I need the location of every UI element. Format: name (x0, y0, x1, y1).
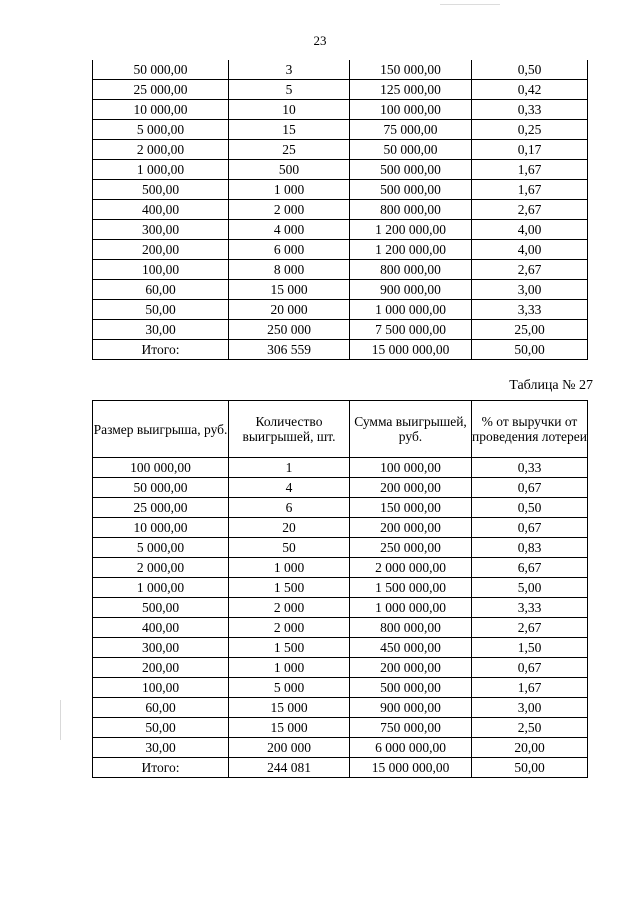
cell-prize-count: 2 000 (229, 618, 350, 638)
cell-prize-count: 4 000 (229, 220, 350, 240)
cell-prize-sum: 800 000,00 (350, 618, 472, 638)
cell-prize-count: 1 000 (229, 180, 350, 200)
table-row (93, 180, 588, 200)
cell-revenue-percent: 3,00 (472, 280, 588, 300)
cell-prize-count: 3 (229, 60, 350, 80)
cell-prize-size: 300,00 (93, 638, 229, 658)
cell-revenue-percent: 0,67 (472, 658, 588, 678)
cell-prize-size: 30,00 (93, 738, 229, 758)
cell-prize-count: 6 (229, 498, 350, 518)
cell-prize-size: 50 000,00 (93, 60, 229, 80)
cell-prize-size: Итого: (93, 340, 229, 360)
scan-artifact (440, 4, 500, 5)
table-row (93, 578, 588, 598)
cell-prize-count: 1 500 (229, 638, 350, 658)
cell-prize-sum: 1 200 000,00 (350, 220, 472, 240)
table-row (93, 678, 588, 698)
header-revenue-percent: % от выручки от проведения лотереи (472, 401, 588, 458)
table-row (93, 120, 588, 140)
cell-prize-sum: 1 200 000,00 (350, 240, 472, 260)
cell-prize-sum: 450 000,00 (350, 638, 472, 658)
cell-prize-count: 15 000 (229, 718, 350, 738)
cell-prize-sum: 250 000,00 (350, 538, 472, 558)
table-row (93, 300, 588, 320)
cell-prize-count: 1 000 (229, 558, 350, 578)
cell-prize-size: 2 000,00 (93, 140, 229, 160)
cell-prize-count: 25 (229, 140, 350, 160)
prize-table-continued (92, 60, 588, 360)
cell-prize-count: 1 000 (229, 658, 350, 678)
cell-prize-sum: 100 000,00 (350, 100, 472, 120)
cell-prize-count: 200 000 (229, 738, 350, 758)
cell-prize-count: 250 000 (229, 320, 350, 340)
page-number: 23 (313, 33, 327, 48)
table-row (93, 100, 588, 120)
table-row (93, 698, 588, 718)
cell-prize-count: 5 000 (229, 678, 350, 698)
cell-revenue-percent: 0,17 (472, 140, 588, 160)
cell-revenue-percent: 0,42 (472, 80, 588, 100)
cell-prize-sum: 500 000,00 (350, 180, 472, 200)
prize-table-27-body (93, 458, 588, 778)
cell-revenue-percent: 1,67 (472, 678, 588, 698)
cell-revenue-percent: 0,67 (472, 518, 588, 538)
cell-prize-size: 400,00 (93, 200, 229, 220)
cell-prize-size: 200,00 (93, 240, 229, 260)
table-row (93, 140, 588, 160)
cell-prize-sum: 750 000,00 (350, 718, 472, 738)
cell-revenue-percent: 2,67 (472, 618, 588, 638)
cell-revenue-percent: 6,67 (472, 558, 588, 578)
cell-revenue-percent: 3,33 (472, 598, 588, 618)
table-row (93, 200, 588, 220)
cell-prize-sum: 2 000 000,00 (350, 558, 472, 578)
cell-prize-count: 500 (229, 160, 350, 180)
cell-prize-count: 15 000 (229, 698, 350, 718)
cell-revenue-percent: 0,67 (472, 478, 588, 498)
cell-prize-size: 5 000,00 (93, 538, 229, 558)
prize-table-continued-body (93, 60, 588, 360)
cell-prize-size: 1 000,00 (93, 160, 229, 180)
cell-prize-count: 10 (229, 100, 350, 120)
cell-revenue-percent: 0,83 (472, 538, 588, 558)
cell-prize-size: 2 000,00 (93, 558, 229, 578)
cell-prize-sum: 75 000,00 (350, 120, 472, 140)
cell-prize-sum: 800 000,00 (350, 260, 472, 280)
cell-prize-count: 15 000 (229, 280, 350, 300)
cell-revenue-percent: 0,50 (472, 60, 588, 80)
table-row (93, 458, 588, 478)
cell-revenue-percent: 4,00 (472, 240, 588, 260)
cell-prize-sum: 150 000,00 (350, 60, 472, 80)
cell-prize-sum: 200 000,00 (350, 478, 472, 498)
cell-prize-count: 306 559 (229, 340, 350, 360)
cell-prize-size: 100,00 (93, 678, 229, 698)
table-row (93, 618, 588, 638)
cell-prize-count: 1 500 (229, 578, 350, 598)
cell-revenue-percent: 1,50 (472, 638, 588, 658)
cell-prize-size: 200,00 (93, 658, 229, 678)
cell-prize-count: 15 (229, 120, 350, 140)
cell-prize-sum: 15 000 000,00 (350, 758, 472, 778)
cell-revenue-percent: 0,50 (472, 498, 588, 518)
cell-prize-size: 25 000,00 (93, 80, 229, 100)
table-row (93, 538, 588, 558)
cell-prize-size: 25 000,00 (93, 498, 229, 518)
scan-artifact (60, 700, 61, 740)
cell-prize-count: 5 (229, 80, 350, 100)
cell-prize-size: Итого: (93, 758, 229, 778)
cell-prize-count: 20 000 (229, 300, 350, 320)
cell-revenue-percent: 3,00 (472, 698, 588, 718)
cell-prize-sum: 1 000 000,00 (350, 598, 472, 618)
cell-prize-sum: 1 500 000,00 (350, 578, 472, 598)
cell-revenue-percent: 50,00 (472, 758, 588, 778)
cell-revenue-percent: 25,00 (472, 320, 588, 340)
cell-prize-size: 500,00 (93, 180, 229, 200)
cell-prize-size: 50 000,00 (93, 478, 229, 498)
table-row (93, 598, 588, 618)
table-row (93, 718, 588, 738)
cell-prize-sum: 200 000,00 (350, 658, 472, 678)
cell-prize-size: 100,00 (93, 260, 229, 280)
cell-prize-count: 1 (229, 458, 350, 478)
cell-revenue-percent: 3,33 (472, 300, 588, 320)
table-row (93, 80, 588, 100)
cell-prize-count: 20 (229, 518, 350, 538)
cell-prize-sum: 1 000 000,00 (350, 300, 472, 320)
table-row (93, 340, 588, 360)
cell-prize-sum: 6 000 000,00 (350, 738, 472, 758)
table-row (93, 280, 588, 300)
cell-revenue-percent: 0,25 (472, 120, 588, 140)
cell-prize-size: 60,00 (93, 280, 229, 300)
header-prize-size: Размер выигрыша, руб. (93, 401, 229, 458)
cell-prize-size: 60,00 (93, 698, 229, 718)
cell-prize-count: 4 (229, 478, 350, 498)
cell-prize-size: 50,00 (93, 718, 229, 738)
cell-prize-sum: 15 000 000,00 (350, 340, 472, 360)
cell-prize-count: 2 000 (229, 598, 350, 618)
table-row (93, 518, 588, 538)
cell-prize-size: 400,00 (93, 618, 229, 638)
table-row (93, 160, 588, 180)
cell-revenue-percent: 20,00 (472, 738, 588, 758)
table-row (93, 220, 588, 240)
cell-revenue-percent: 2,67 (472, 200, 588, 220)
cell-revenue-percent: 50,00 (472, 340, 588, 360)
cell-prize-count: 8 000 (229, 260, 350, 280)
table-row (93, 738, 588, 758)
header-prize-sum: Сумма выигрышей, руб. (350, 401, 472, 458)
cell-prize-size: 300,00 (93, 220, 229, 240)
cell-prize-sum: 500 000,00 (350, 678, 472, 698)
table-row (93, 320, 588, 340)
table-row (93, 658, 588, 678)
cell-prize-sum: 100 000,00 (350, 458, 472, 478)
cell-prize-size: 10 000,00 (93, 518, 229, 538)
cell-prize-size: 100 000,00 (93, 458, 229, 478)
prize-table-27 (92, 400, 588, 778)
header-prize-count: Количество выигрышей, шт. (229, 401, 350, 458)
table-caption: Таблица № 27 (509, 378, 593, 393)
table-row (93, 758, 588, 778)
cell-prize-sum: 125 000,00 (350, 80, 472, 100)
cell-prize-sum: 900 000,00 (350, 698, 472, 718)
cell-prize-sum: 50 000,00 (350, 140, 472, 160)
cell-prize-size: 500,00 (93, 598, 229, 618)
table-row (93, 478, 588, 498)
cell-prize-count: 2 000 (229, 200, 350, 220)
table-row (93, 638, 588, 658)
cell-revenue-percent: 1,67 (472, 160, 588, 180)
cell-revenue-percent: 1,67 (472, 180, 588, 200)
cell-revenue-percent: 5,00 (472, 578, 588, 598)
cell-prize-size: 5 000,00 (93, 120, 229, 140)
table-row (93, 60, 588, 80)
cell-prize-count: 244 081 (229, 758, 350, 778)
cell-revenue-percent: 2,67 (472, 260, 588, 280)
table-header-row (93, 401, 588, 458)
cell-prize-size: 10 000,00 (93, 100, 229, 120)
cell-prize-sum: 500 000,00 (350, 160, 472, 180)
cell-revenue-percent: 4,00 (472, 220, 588, 240)
table-row (93, 558, 588, 578)
cell-prize-size: 1 000,00 (93, 578, 229, 598)
cell-prize-sum: 200 000,00 (350, 518, 472, 538)
table-row (93, 498, 588, 518)
table-row (93, 240, 588, 260)
table-row (93, 260, 588, 280)
cell-prize-size: 30,00 (93, 320, 229, 340)
cell-prize-count: 6 000 (229, 240, 350, 260)
cell-revenue-percent: 0,33 (472, 458, 588, 478)
cell-revenue-percent: 0,33 (472, 100, 588, 120)
cell-prize-sum: 7 500 000,00 (350, 320, 472, 340)
cell-prize-count: 50 (229, 538, 350, 558)
cell-prize-sum: 150 000,00 (350, 498, 472, 518)
cell-prize-sum: 800 000,00 (350, 200, 472, 220)
cell-prize-size: 50,00 (93, 300, 229, 320)
cell-prize-sum: 900 000,00 (350, 280, 472, 300)
cell-revenue-percent: 2,50 (472, 718, 588, 738)
